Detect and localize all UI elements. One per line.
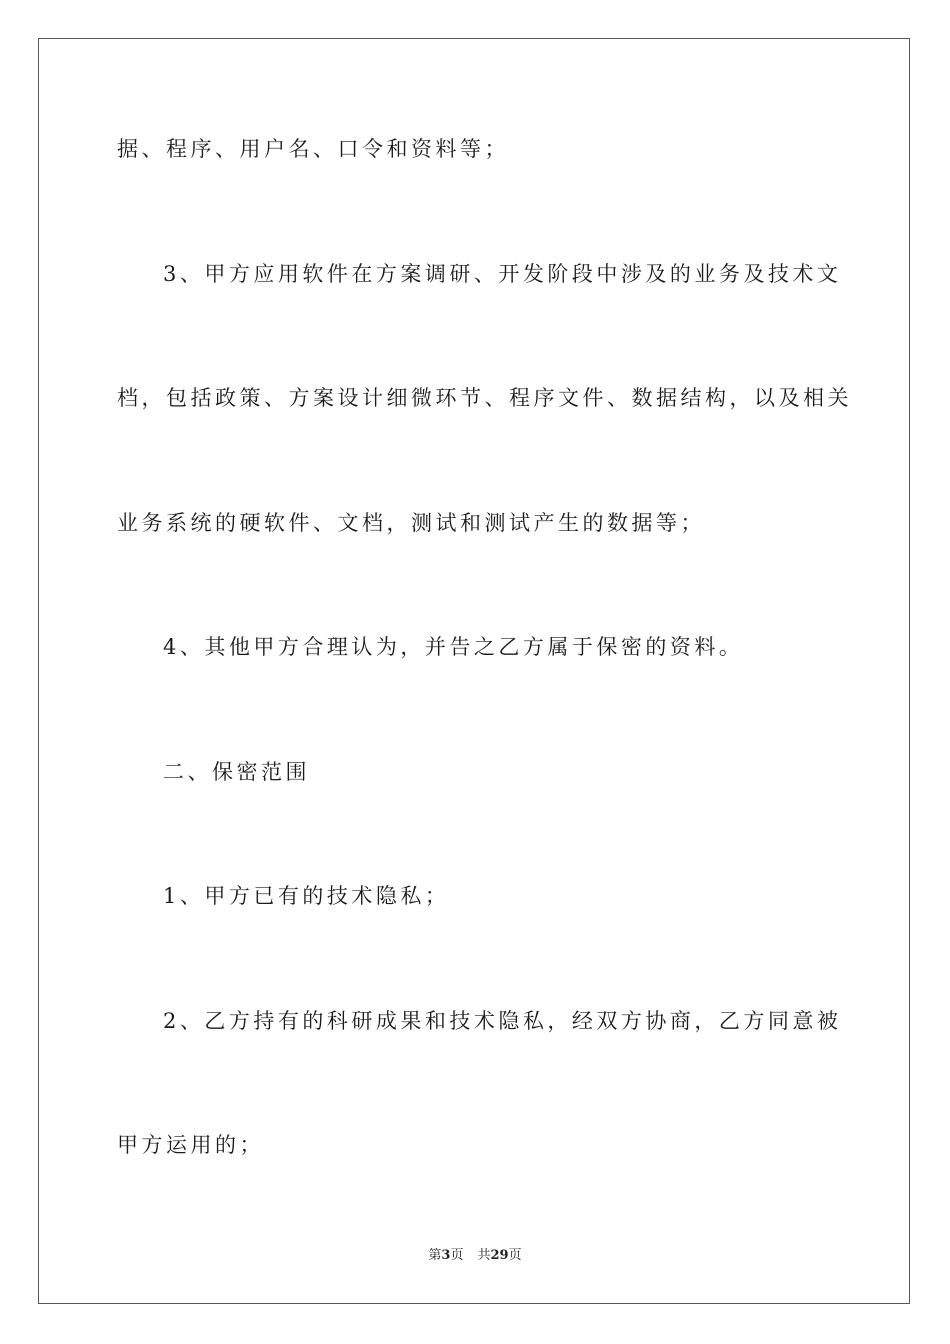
page-prefix: 第 — [428, 1248, 442, 1263]
page-footer — [0, 1247, 950, 1265]
body-line-5: 4、其他甲方合理认为，并告之乙方属于保密的资料。 — [163, 635, 744, 659]
page-border — [38, 38, 910, 1304]
body-line-4: 业务系统的硬软件、文档，测试和测试产生的数据等； — [117, 511, 705, 535]
body-line-2: 3、甲方应用软件在方案调研、开发阶段中涉及的业务及技术文 — [163, 262, 842, 286]
total-prefix: 共 — [477, 1248, 491, 1263]
body-line-8: 甲方运用的； — [117, 1133, 264, 1157]
body-line-6: 1、甲方已有的技术隐私； — [163, 884, 450, 908]
body-line-7: 2、乙方持有的科研成果和技术隐私，经双方协商，乙方同意被 — [163, 1009, 842, 1033]
body-line-3: 档，包括政策、方案设计细微环节、程序文件、数据结构，以及相关 — [117, 386, 852, 410]
total-suffix: 页 — [508, 1248, 522, 1263]
body-line-1: 据、程序、用户名、口令和资料等； — [117, 137, 509, 161]
page-number: 3 — [441, 1248, 451, 1263]
page-suffix: 页 — [450, 1248, 464, 1263]
section-heading: 二、保密范围 — [163, 760, 310, 784]
total-pages: 29 — [490, 1248, 509, 1263]
